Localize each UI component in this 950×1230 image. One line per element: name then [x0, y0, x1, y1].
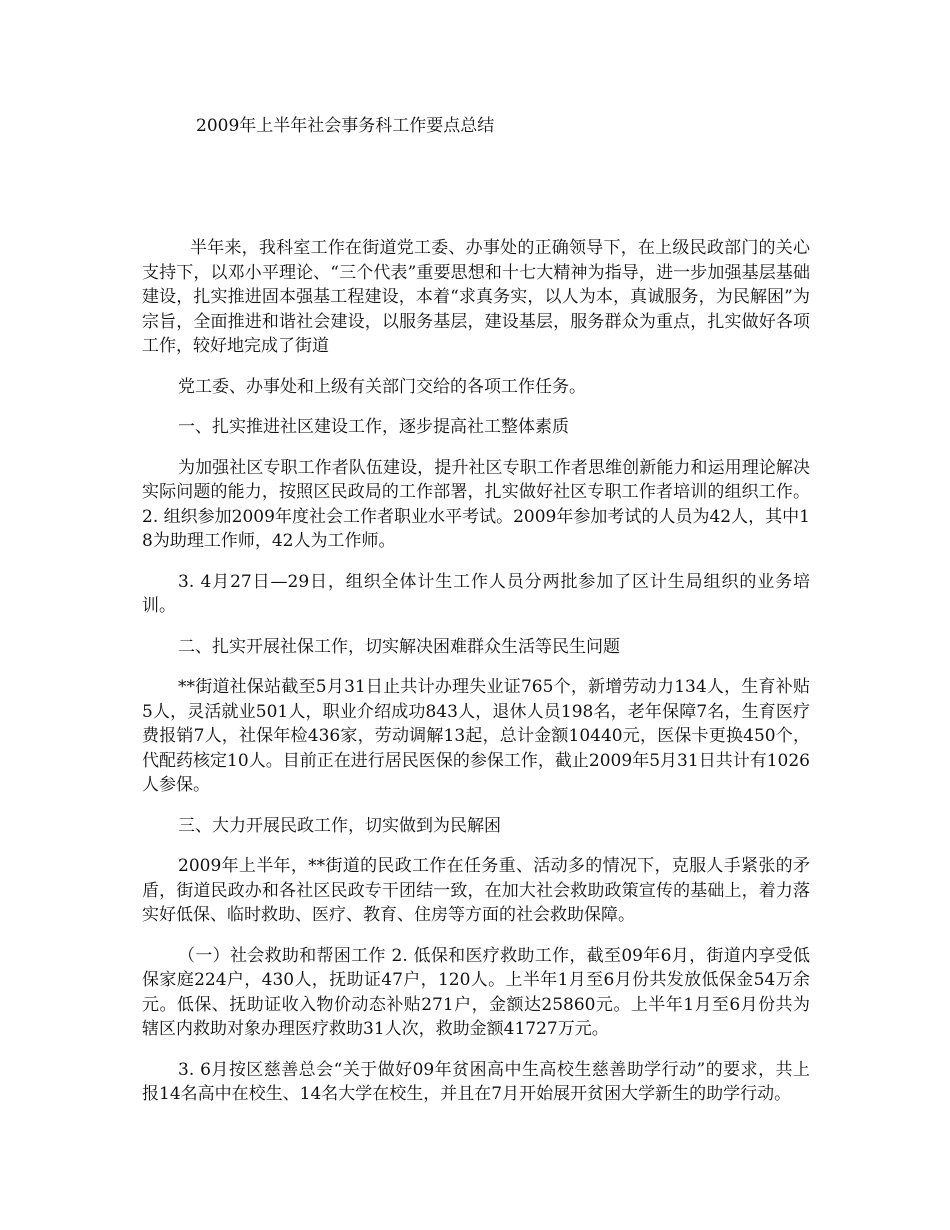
document-body	[142, 236, 810, 1123]
section-heading-community: 一、扎实推进社区建设工作，逐步提高社工整体素质	[178, 417, 569, 437]
paragraph-social-security-stats: **街道社保站截至5月31日止共计办理失业证765个，新增劳动力134人，生育补贴5人，灵活就业501人，职业介绍成功843人，退休人员198名，老年保障7名，生育医疗费报销7人，社保年检436家，劳动调解13起，总计金额10440元，医保卡更换450个，代配药核定10人。目前正在进行居民医保的参保工作，截止2009年5月31日共计有1026人参保。	[142, 677, 810, 795]
paragraph-civil-affairs-overview: 2009年上半年，**街道的民政工作在任务重、活动多的情况下，克服人手紧张的矛盾，街道民政办和各社区民政专干团结一致，在加大社会救助政策宣传的基础上，着力落实好低保、临时救助、医疗、教育、住房等方面的社会救助保障。	[142, 856, 810, 925]
section-heading-social-security: 二、扎实开展社保工作，切实解决困难群众生活等民生问题	[178, 636, 620, 657]
paragraph-community-training: 为加强社区专职工作者队伍建设，提升社区专职工作者思维创新能力和运用理论解决实际问题的能力，按照区民政局的工作部署，扎实做好社区专职工作者培训的组织工作。2. 组织参加2009年度社会工作者职业水平考试。2009年参加考试的人员为42人，其中18为助理工作师，42人为工作师。	[142, 457, 810, 551]
section-heading-civil-affairs: 三、大力开展民政工作，切实做到为民解困	[178, 815, 501, 836]
paragraph-family-planning-training: 3. 4月27日—29日，组织全体计生工作人员分两批参加了区计生局组织的业务培训。	[142, 571, 810, 616]
paragraph-intro: 半年来，我科室工作在街道党工委、办事处的正确领导下，在上级民政部门的关心支持下，以邓小平理论、“三个代表”重要思想和十七大精神为指导，进一步加强基层基础建设，扎实推进固本强基工程建设，本着“求真务实，以人为本，真诚服务，为民解困”为宗旨，全面推进和谐社会建设，以服务基层，建设基层，服务群众为重点，扎实做好各项工作，较好地完成了街道	[142, 238, 810, 356]
paragraph-intro-continuation: 党工委、办事处和上级有关部门交给的各项工作任务。	[178, 376, 586, 397]
paragraph-charity-education: 3. 6月按区慈善总会“关于做好09年贫困高中生高校生慈善助学行动”的要求，共上报14名高中在校生、14名大学在校生，并且在7月开始展开贫困大学新生的助学行动。	[142, 1059, 810, 1104]
document-title: 2009年上半年社会事务科工作要点总结	[196, 116, 495, 136]
paragraph-social-assistance: （一）社会救助和帮困工作 2. 低保和医疗救助工作，截至09年6月，街道内享受低保家庭224户，430人，抚助证47户，120人。上半年1月至6月份共发放低保金54万余元。低保、抚助证收入物价动态补贴271户，金额达25860元。上半年1月至6月份共为辖区内救助对象办理医疗救助31人次，救助金额41727万元。	[142, 945, 810, 1039]
